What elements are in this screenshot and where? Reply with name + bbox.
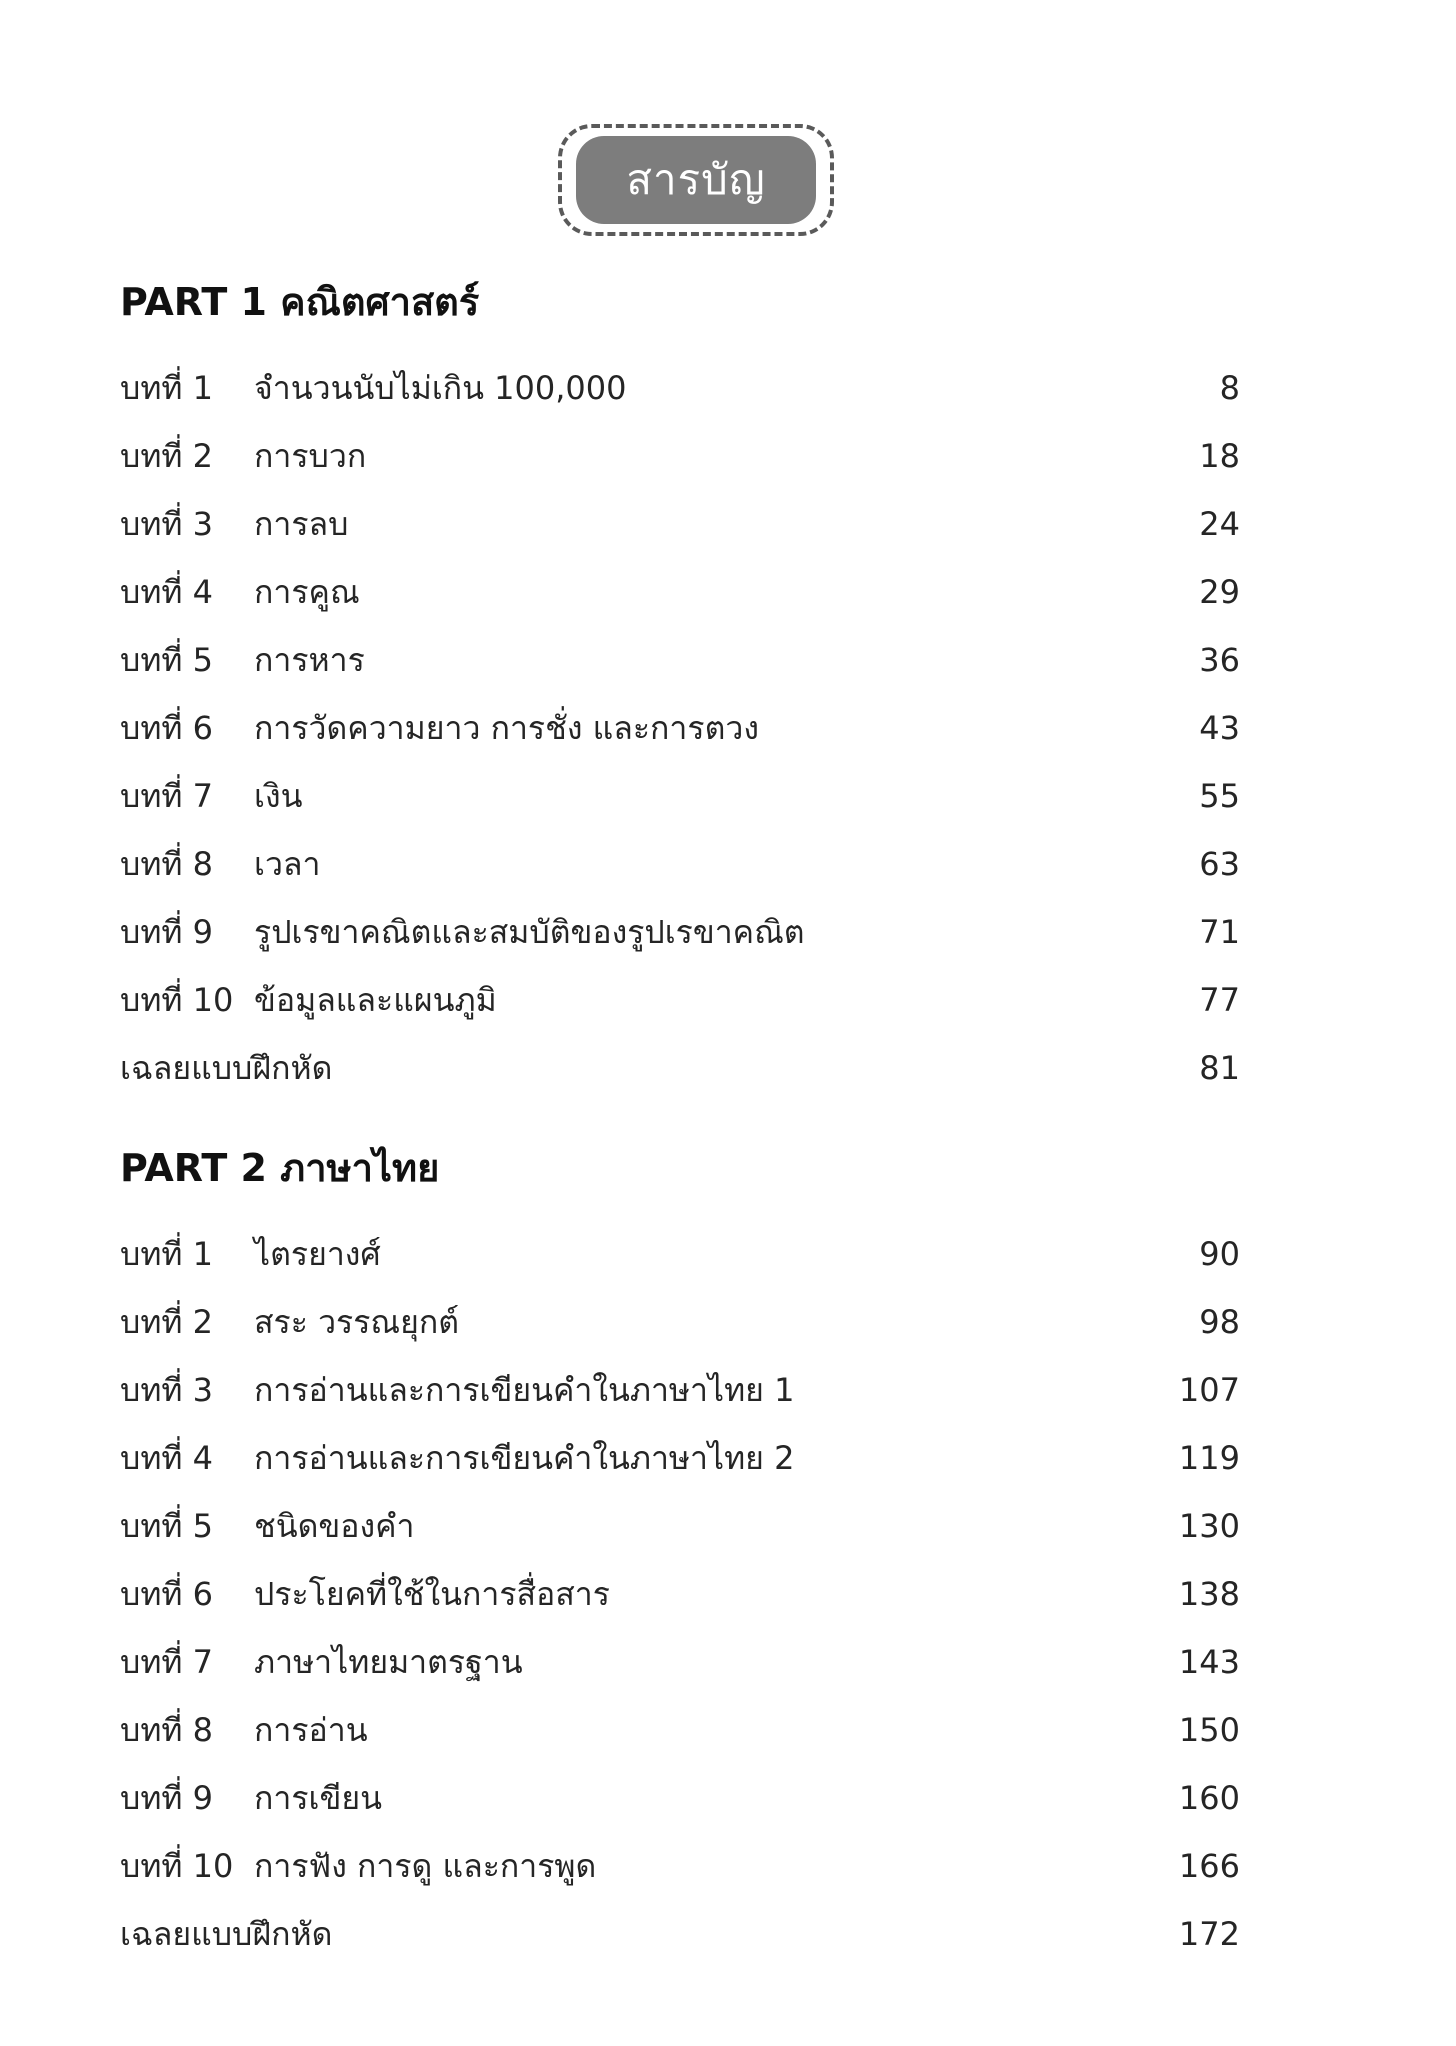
toc-entry[interactable] [120,490,1240,558]
page-number: 36 [1199,641,1240,679]
chapter-number: บทที่ 9 [120,1779,214,1817]
toc-entry[interactable] [120,898,1240,966]
chapter-title: ประโยคที่ใช้ในการสื่อสาร [254,1575,610,1613]
chapter-number: บทที่ 7 [120,777,214,815]
toc-entry[interactable] [120,626,1240,694]
chapter-title: การอ่านและการเขียนคำในภาษาไทย 1 [254,1371,795,1409]
toc-entry[interactable] [120,1628,1240,1696]
toc-entry[interactable] [120,762,1240,830]
chapter-number: บทที่ 9 [120,913,214,951]
toc-entry[interactable] [120,1288,1240,1356]
toc-title-frame [558,124,834,236]
page-number: 90 [1199,1235,1240,1273]
page-number: 81 [1199,1049,1240,1087]
chapter-title: รูปเรขาคณิตและสมบัติของรูปเรขาคณิต [254,913,805,951]
toc-entry[interactable] [120,558,1240,626]
chapter-title: การวัดความยาว การชั่ง และการตวง [254,709,759,747]
chapter-title: การฟัง การดู และการพูด [254,1847,597,1885]
chapter-number: บทที่ 6 [120,1575,214,1613]
chapter-title: การคูณ [254,573,360,611]
chapter-number: บทที่ 5 [120,1507,214,1545]
chapter-title: สระ วรรณยุกต์ [254,1303,460,1341]
toc-entry[interactable] [120,1832,1240,1900]
answers-label: เฉลยแบบฝึกหัด [120,1915,333,1953]
toc-entry[interactable] [120,1696,1240,1764]
toc-answers-entry[interactable] [120,1900,1240,1968]
page-number: 172 [1178,1915,1240,1953]
toc-entry[interactable] [120,966,1240,1034]
page-number: 166 [1178,1847,1240,1885]
toc-entry[interactable] [120,830,1240,898]
chapter-title: เงิน [254,777,303,815]
chapter-number: บทที่ 2 [120,437,214,475]
toc-answers-entry[interactable] [120,1034,1240,1102]
chapter-title: การลบ [254,505,349,543]
chapter-title: การเขียน [254,1779,382,1817]
toc-entry[interactable] [120,1560,1240,1628]
chapter-title: การอ่าน [254,1711,368,1749]
page-number: 138 [1178,1575,1240,1613]
page-number: 107 [1178,1371,1240,1409]
page-number: 77 [1199,981,1240,1019]
page-number: 43 [1199,709,1240,747]
page-number: 143 [1178,1643,1240,1681]
chapter-title: จำนวนนับไม่เกิน 100,000 [254,369,627,407]
page-number: 160 [1178,1779,1240,1817]
toc-entry[interactable] [120,422,1240,490]
part-title: PART 2 ภาษาไทย [120,1146,440,1190]
toc-entry[interactable] [120,1424,1240,1492]
toc-entry[interactable] [120,1764,1240,1832]
page-number: 55 [1199,777,1240,815]
chapter-title: ชนิดของคำ [254,1507,415,1545]
chapter-number: บทที่ 10 [120,1847,234,1885]
chapter-number: บทที่ 10 [120,981,234,1019]
chapter-title: การหาร [254,641,365,679]
chapter-title: ภาษาไทยมาตรฐาน [254,1643,523,1681]
page-number: 119 [1178,1439,1240,1477]
chapter-number: บทที่ 8 [120,845,214,883]
page-number: 71 [1199,913,1240,951]
chapter-number: บทที่ 1 [120,1235,214,1273]
toc-entry[interactable] [120,1220,1240,1288]
part-title: PART 1 คณิตศาสตร์ [120,280,480,324]
toc-entry[interactable] [120,1492,1240,1560]
page-number: 24 [1199,505,1240,543]
page-number: 8 [1219,369,1240,407]
chapter-title: การบวก [254,437,367,475]
chapter-number: บทที่ 7 [120,1643,214,1681]
chapter-number: บทที่ 8 [120,1711,214,1749]
chapter-title: เวลา [254,845,321,883]
chapter-number: บทที่ 1 [120,369,214,407]
page-number: 29 [1199,573,1240,611]
part-2-section [120,1138,1240,1968]
chapter-title: การอ่านและการเขียนคำในภาษาไทย 2 [254,1439,795,1477]
page-number: 98 [1199,1303,1240,1341]
chapter-number: บทที่ 4 [120,573,214,611]
toc-entry[interactable] [120,354,1240,422]
part-1-section [120,272,1240,1102]
chapter-number: บทที่ 4 [120,1439,214,1477]
chapter-number: บทที่ 5 [120,641,214,679]
chapter-number: บทที่ 6 [120,709,214,747]
chapter-title: ไตรยางศ์ [254,1235,381,1273]
page-number: 130 [1178,1507,1240,1545]
answers-label: เฉลยแบบฝึกหัด [120,1049,333,1087]
page-number: 150 [1178,1711,1240,1749]
chapter-number: บทที่ 3 [120,505,214,543]
toc-entry[interactable] [120,694,1240,762]
toc-entry[interactable] [120,1356,1240,1424]
chapter-number: บทที่ 3 [120,1371,214,1409]
chapter-number: บทที่ 2 [120,1303,214,1341]
page-number: 18 [1199,437,1240,475]
page-number: 63 [1199,845,1240,883]
toc-title: สารบัญ [576,136,816,224]
chapter-title: ข้อมูลและแผนภูมิ [254,981,497,1019]
